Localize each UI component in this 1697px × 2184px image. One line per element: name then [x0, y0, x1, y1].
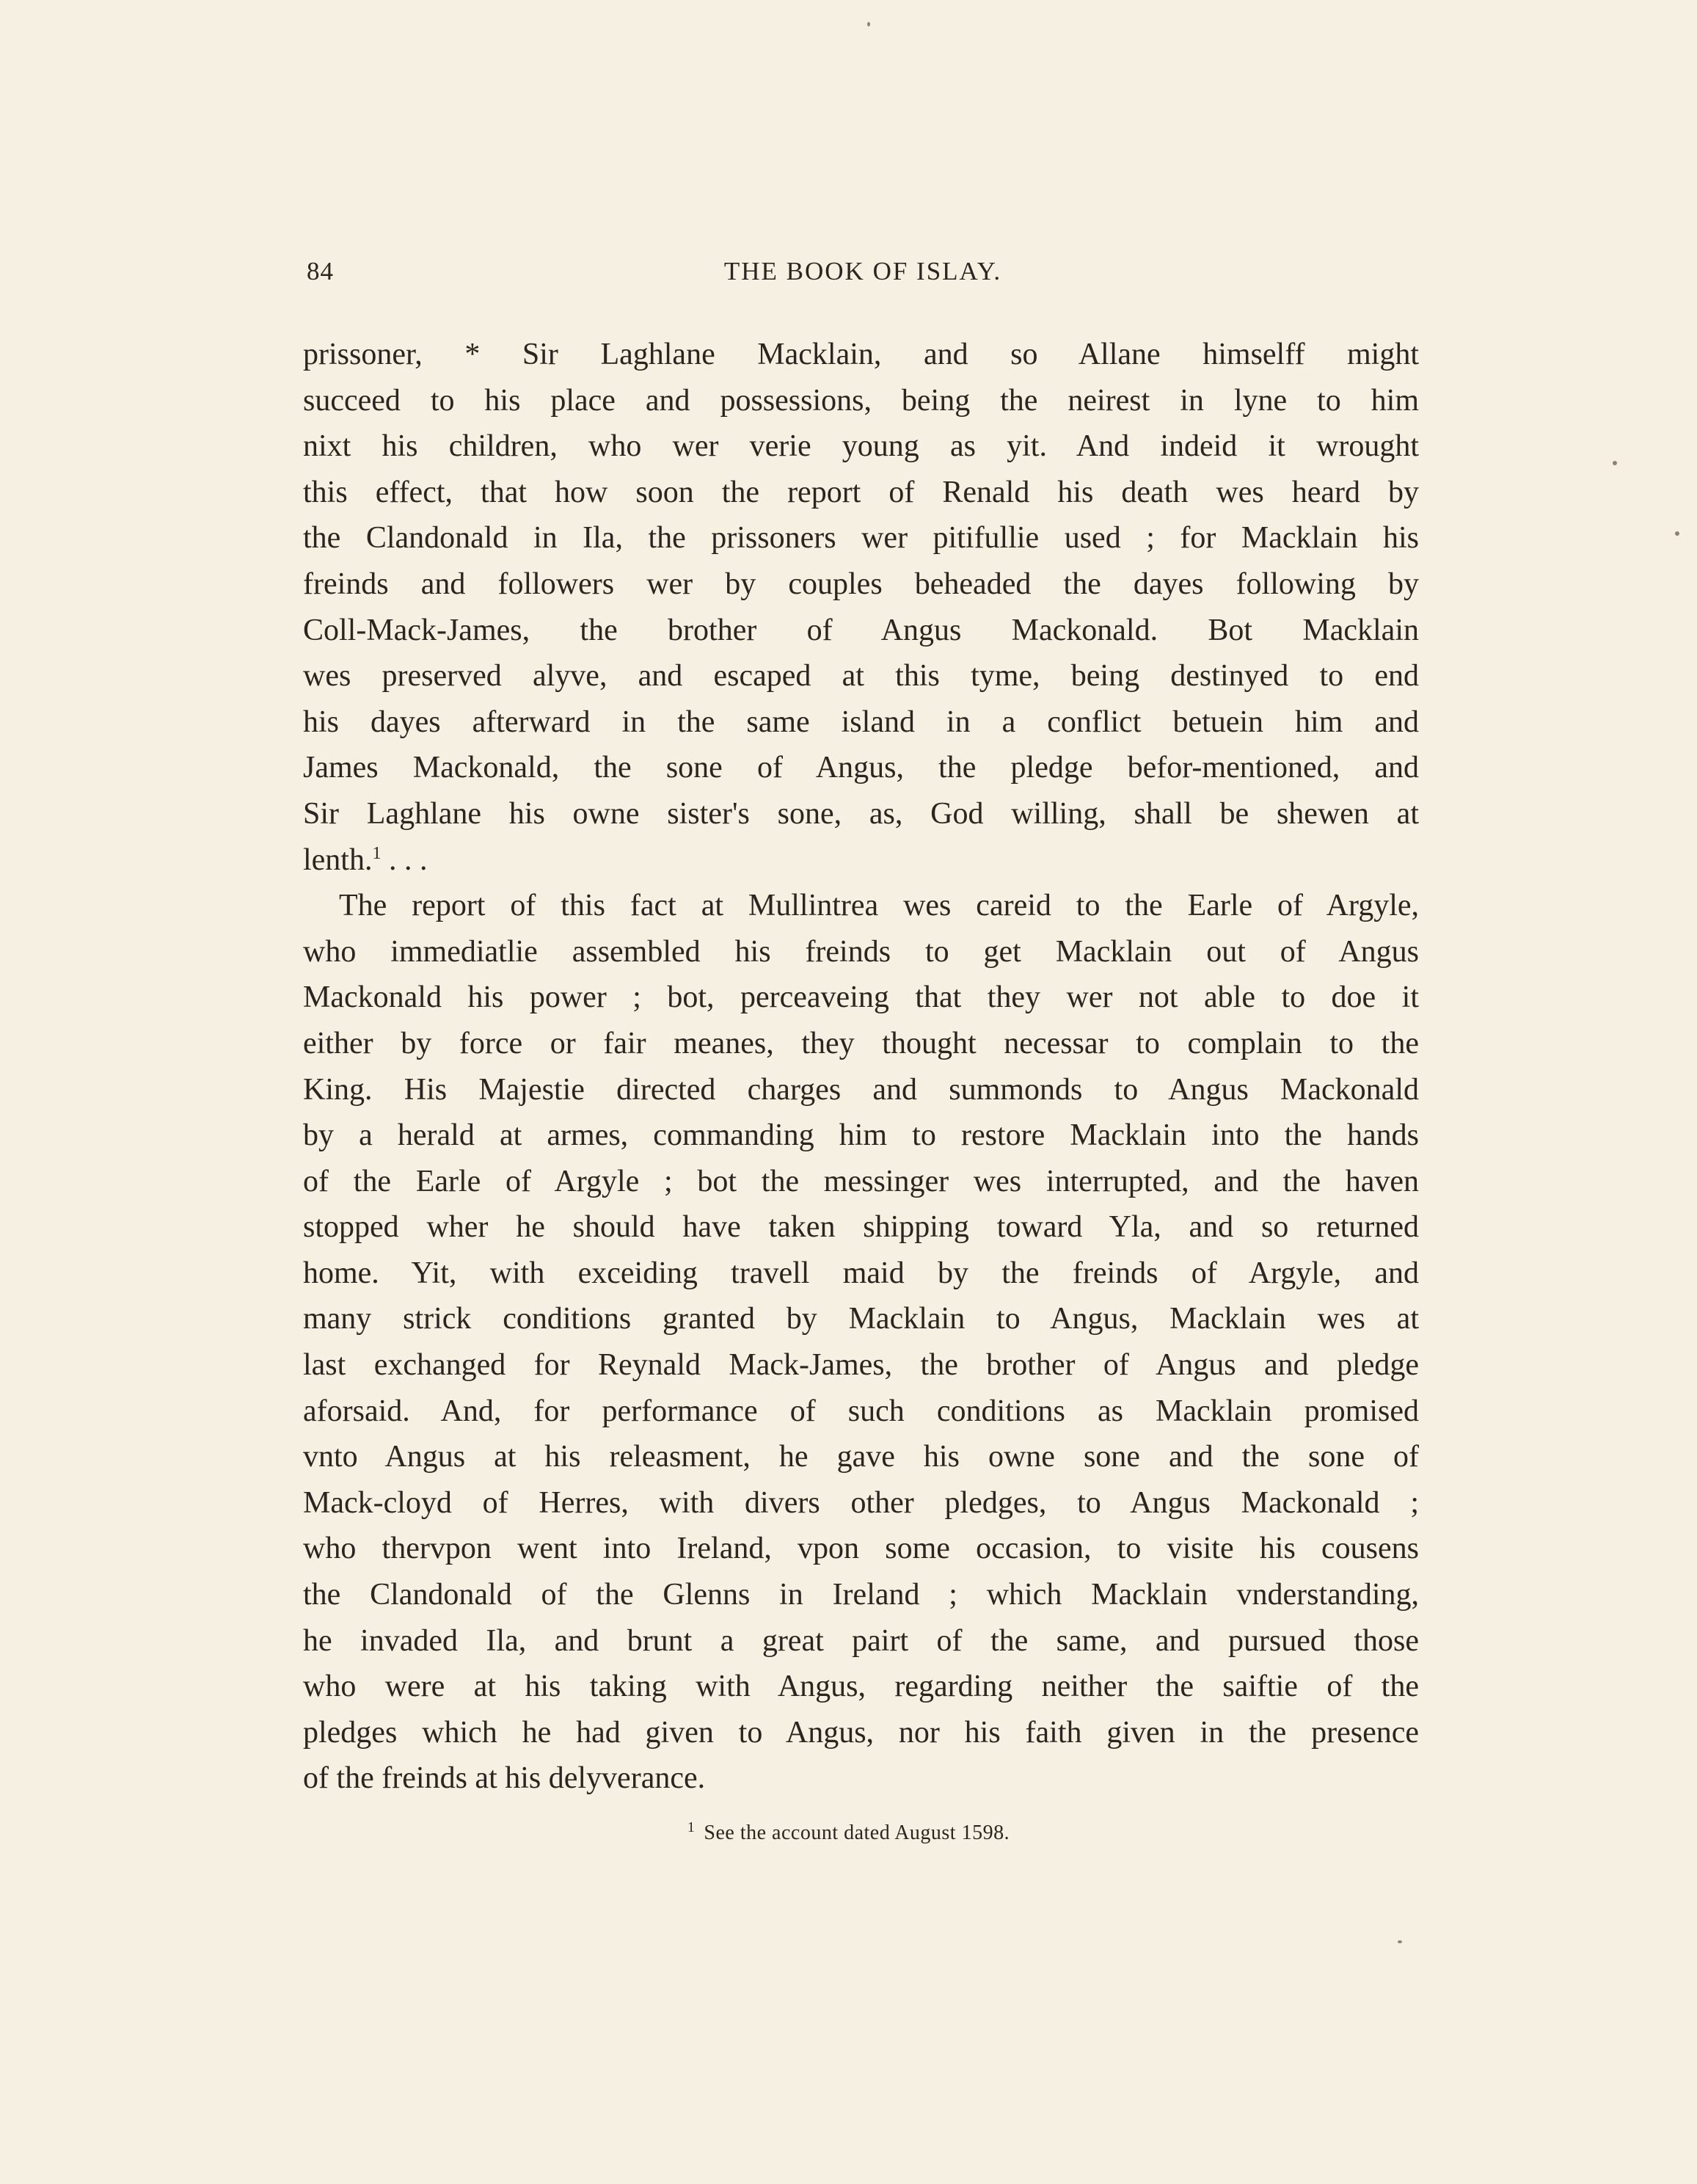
text-line-paragraph-start: The report of this fact at Mullintrea wes careid to the Earle of Argyle, [339, 889, 1419, 923]
footnote-marker: 1 [687, 1819, 696, 1835]
text-line: Coll-Mack-James, the brother of Angus Mackonald. Bot Macklain [303, 613, 1419, 647]
text-line: James Mackonald, the sone of Angus, the pledge befor-mentioned, and [303, 751, 1419, 785]
text-line: pledges which he had given to Angus, nor his faith given in the presence [303, 1715, 1419, 1750]
ellipsis: . . . [381, 842, 428, 877]
text-line: succeed to his place and possessions, being the neirest in lyne to him [303, 383, 1419, 418]
text-line: last exchanged for Reynald Mack-James, the brother of Angus and pledge [303, 1348, 1419, 1383]
text-line: of the Earle of Argyle ; bot the messinger wes interrupted, and the haven [303, 1164, 1419, 1198]
lenth-word: lenth. [303, 842, 373, 877]
text-line: who were at his taking with Angus, regarding neither the saiftie of the [303, 1670, 1419, 1704]
text-line: his dayes afterward in the same island in a conflict betuein him and [303, 705, 1419, 739]
text-line: aforsaid. And, for performance of such conditions as Macklain promised [303, 1394, 1419, 1428]
text-line-paragraph-end [303, 837, 1419, 884]
text-line-paragraph-end: of the freinds at his delyverance. [303, 1761, 706, 1796]
text-line: King. His Majestie directed charges and summonds to Angus Mackonald [303, 1072, 1419, 1107]
text-line: many strick conditions granted by Macklain to Angus, Macklain wes at [303, 1302, 1419, 1336]
text-line: Mack-cloyd of Herres, with divers other pledges, to Angus Mackonald ; [303, 1485, 1419, 1520]
text-line: freinds and followers wer by couples beheaded the dayes following by [303, 567, 1419, 601]
text-line: who immediatlie assembled his freinds to get Macklain out of Angus [303, 934, 1419, 969]
text-line: Sir Laghlane his owne sister's sone, as, God willing, shall be shewen at [303, 796, 1419, 831]
paper-speck [867, 22, 870, 26]
text-line: nixt his children, who wer verie young as yit. And indeid it wrought [303, 429, 1419, 464]
paper-speck [1398, 1940, 1402, 1943]
text-line: the Clandonald of the Glenns in Ireland ; which Macklain vnderstanding, [303, 1578, 1419, 1612]
text-line: the Clandonald in Ila, the prissoners wer pitifullie used ; for Macklain his [303, 521, 1419, 556]
paper-speck [1675, 531, 1679, 536]
text-line: either by force or fair meanes, they thought necessar to complain to the [303, 1026, 1419, 1060]
text-line: he invaded Ila, and brunt a great pairt of the same, and pursued those [303, 1623, 1419, 1658]
page-number: 84 [307, 257, 334, 285]
paper-speck [1613, 461, 1617, 465]
text-line: prissoner, * Sir Laghlane Macklain, and so Allane himselff might [303, 338, 1419, 371]
text-line: wes preserved alyve, and escaped at this tyme, being destinyed to end [303, 659, 1419, 694]
text-line: who thervpon went into Ireland, vpon some occasion, to visite his cousens [303, 1532, 1419, 1566]
footnote-reference: 1 [372, 843, 382, 863]
body-text [303, 332, 1419, 1802]
text-line: this effect, that how soon the report of Renald his death wes heard by [303, 475, 1419, 509]
footnote [0, 1821, 1697, 1845]
footnote-text: See the account dated August 1598. [704, 1821, 1010, 1844]
text-line: stopped wher he should have taken shipping toward Yla, and so returned [303, 1210, 1419, 1245]
page-header [307, 257, 1419, 294]
running-title: THE BOOK OF ISLAY. [723, 257, 1002, 285]
text-line: vnto Angus at his releasment, he gave his owne sone and the sone of [303, 1440, 1419, 1474]
text-line: by a herald at armes, commanding him to restore Macklain into the hands [303, 1118, 1419, 1153]
text-line: home. Yit, with exceiding travell maid by the freinds of Argyle, and [303, 1256, 1419, 1290]
text-line: Mackonald his power ; bot, perceaveing that they wer not able to doe it [303, 980, 1419, 1015]
